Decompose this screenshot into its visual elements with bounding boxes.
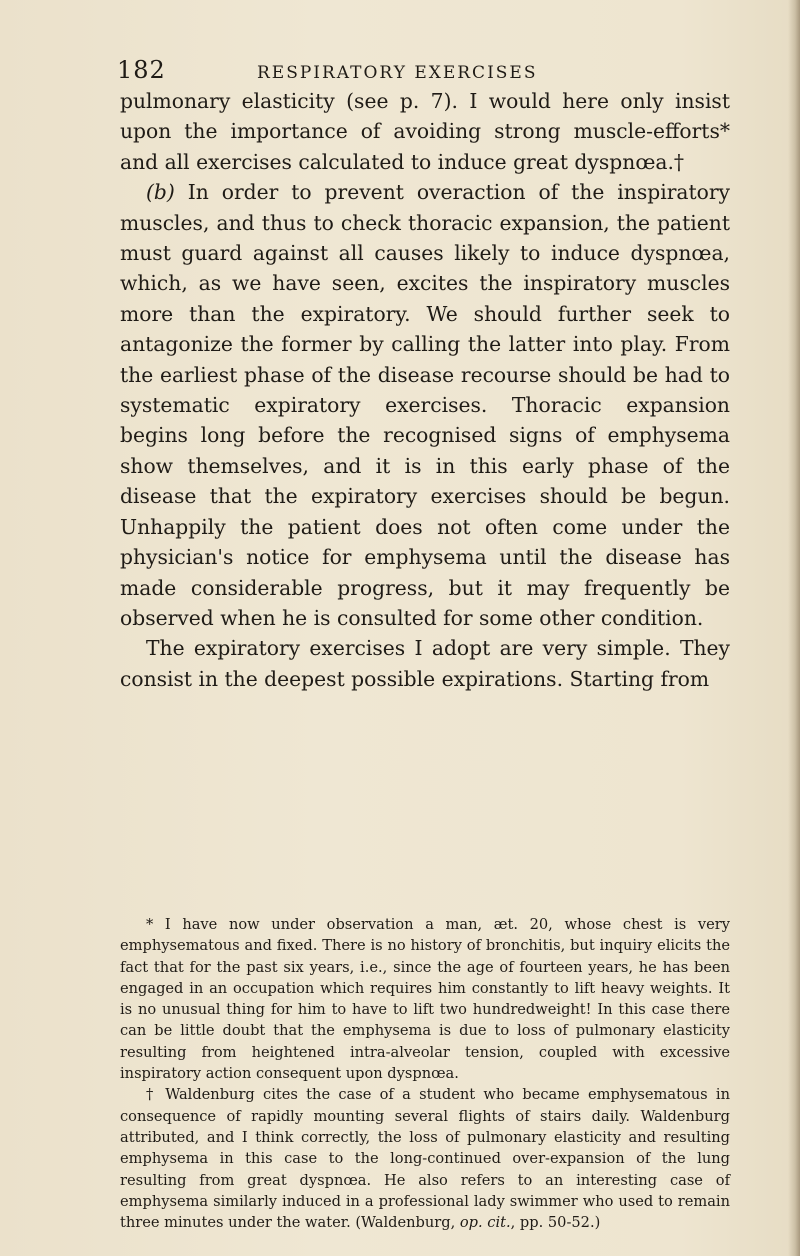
footnote-2-pages: , pp. 50-52.) [510, 1214, 601, 1232]
footnotes [120, 914, 730, 1233]
footnote-2 [120, 1084, 730, 1233]
footnote-2-citation: op. cit. [459, 1214, 511, 1232]
page-header [117, 56, 717, 90]
page-number: 182 [117, 56, 166, 84]
main-text [120, 86, 730, 694]
paragraph-2 [120, 177, 730, 633]
paragraph-3: The expiratory exercises I adopt are very simple. They consist in the deepest possible expirations. Starting from [120, 636, 730, 691]
footnote-1: * I have now under observation a man, æt. 20, whose chest is very emphysematous and fixed. There is no history of bronchitis, but inquiry elicits the fact that for the past six years, i.e., since the age of fourteen years, he has been engaged in an occupation which requires him constantly to lift heavy weights. It is no unusual thing for him to have to lift two hundredweight! In this case there can be little doubt that the emphysema is due to loss of pulmonary elasticity resulting from heightened intra-alveolar tension, coupled with excessive inspiratory action consequent upon dyspnœa. [120, 916, 730, 1083]
footnote-2-text: † Waldenburg cites the case of a student who became emphysematous in consequence of rapidly mounting several flights of stairs daily. Waldenburg attributed, and I think correctly, the loss of pulmonary elasticity and resulting emphysema in this case to the long-continued over-expansion of the lung resulting from great dyspnœa. He also refers to an interesting case of emphysema similarly induced in a professional lady swimmer who used to remain three minutes under the water. (Waldenburg, [120, 1086, 730, 1232]
page-edge-shadow [788, 0, 800, 1256]
paragraph-1: pulmonary elasticity (see p. 7). I would here only insist upon the importance of avoiding strong muscle-efforts* and all exercises calculated to induce great dyspnœa.† [120, 89, 730, 174]
paragraph-2-label: (b) [146, 180, 175, 205]
paragraph-2-text: In order to prevent overaction of the inspiratory muscles, and thus to check thoracic expansion, the patient must guard against all causes likely to induce dyspnœa, which, as we have seen, excites the inspiratory muscles more than the expiratory. We should further seek to antagonize the former by calling the latter into play. From the earliest phase of the disease recourse should be had to systematic expiratory exercises. Thoracic expansion begins long before the recognised signs of emphysema show themselves, and it is in this early phase of the disease that the expiratory exercises should be begun. Unhappily the patient does not often come under the physician's notice for emphysema until the disease has made considerable progress, but it may frequently be observed when he is consulted for some other condition. [120, 180, 730, 630]
running-head: RESPIRATORY EXERCISES [257, 63, 538, 83]
